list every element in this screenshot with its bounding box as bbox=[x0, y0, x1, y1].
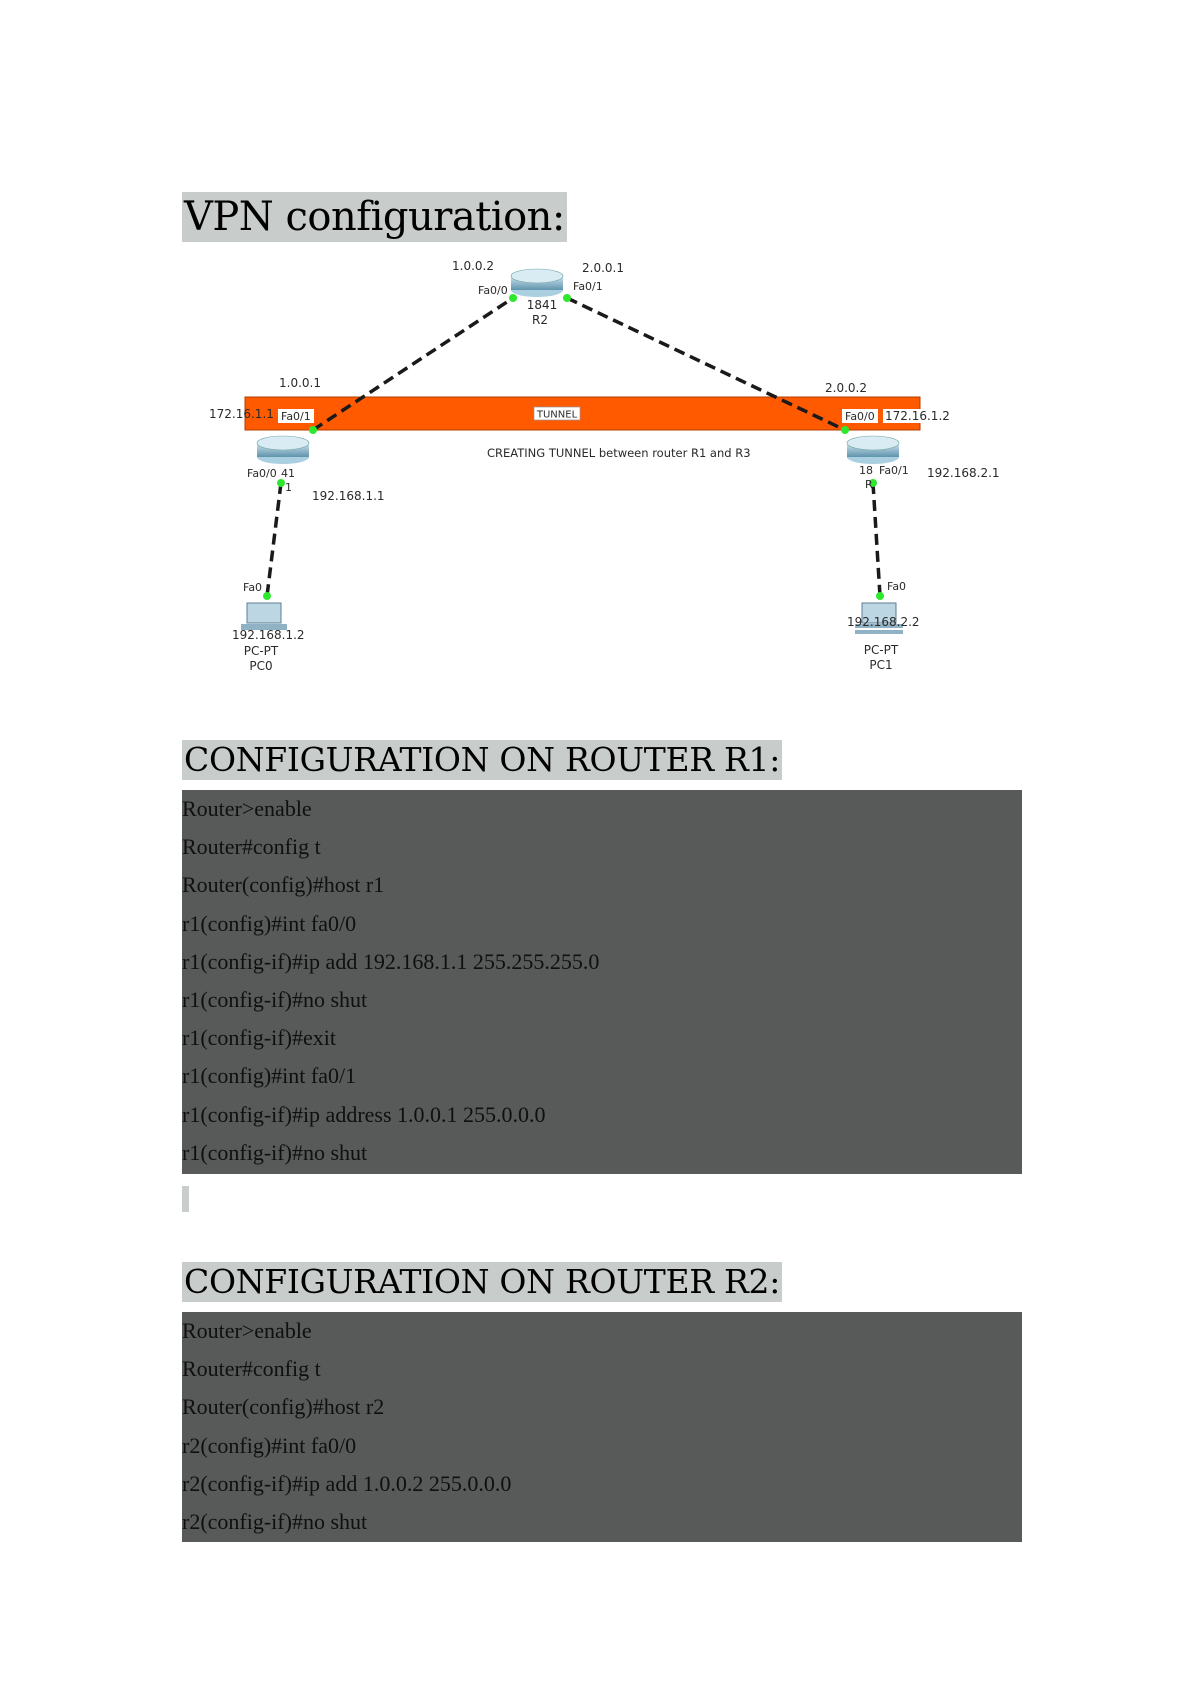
r1-port-lan: Fa0/0 bbox=[247, 467, 277, 480]
router-r2-heading: CONFIGURATION ON ROUTER R2: bbox=[184, 1262, 781, 1301]
r1-ip-wan: 1.0.0.1 bbox=[279, 376, 321, 390]
r3-model-fragment: 18 bbox=[859, 464, 873, 477]
pc0-icon bbox=[241, 603, 287, 630]
text-cursor-mark bbox=[182, 1186, 189, 1212]
code-line: Router>enable bbox=[182, 796, 312, 821]
r2-ip-left: 1.0.0.2 bbox=[452, 259, 494, 273]
r1-ip-tunnel: 172.16.1.1 bbox=[209, 407, 274, 421]
code-line: Router(config)#host r2 bbox=[182, 1394, 385, 1420]
r2-model: 1841 bbox=[526, 298, 558, 312]
r2-port-left: Fa0/0 bbox=[478, 284, 508, 297]
pc0-ip: 192.168.1.2 bbox=[232, 628, 305, 642]
r2-port-right: Fa0/1 bbox=[573, 280, 603, 293]
pc0-type: PC-PT bbox=[243, 644, 279, 658]
code-line: r1(config-if)#no shut bbox=[182, 1139, 368, 1165]
code-line: r1(config-if)#ip add 192.168.1.1 255.255.255.0 bbox=[182, 948, 600, 974]
link-r1-pc0 bbox=[267, 483, 281, 596]
tunnel-bar bbox=[245, 397, 920, 430]
pc1-ip: 192.168.2.2 bbox=[847, 615, 920, 629]
link-r3-pc1 bbox=[873, 483, 880, 596]
router-r2-icon bbox=[511, 269, 563, 297]
code-line: r2(config-if)#ip add 1.0.0.2 255.0.0.0 bbox=[182, 1470, 512, 1496]
pc0-port: Fa0 bbox=[243, 581, 263, 594]
r3-port-wan: Fa0/0 bbox=[845, 410, 875, 423]
r3-port-lan: Fa0/1 bbox=[879, 464, 909, 477]
pc1-name: PC1 bbox=[869, 658, 893, 672]
router-r2-config-block bbox=[182, 1312, 1022, 1542]
r3-ip-lan: 192.168.2.1 bbox=[927, 466, 1000, 480]
code-line: Router(config)#host r1 bbox=[182, 872, 385, 898]
router-r3-icon bbox=[847, 436, 899, 464]
code-line: r1(config-if)#exit bbox=[182, 1025, 336, 1051]
code-line: r1(config)#int fa0/1 bbox=[182, 1063, 357, 1089]
r1-port-wan: Fa0/1 bbox=[281, 410, 311, 423]
code-line: r1(config-if)#ip address 1.0.0.1 255.0.0.0 bbox=[182, 1101, 546, 1127]
r3-ip-tunnel: 172.16.1.2 bbox=[885, 409, 950, 423]
router-r1-icon bbox=[257, 436, 309, 464]
code-line: r2(config)#int fa0/0 bbox=[182, 1432, 357, 1458]
r1-ip-lan: 192.168.1.1 bbox=[312, 489, 385, 503]
pc1-port: Fa0 bbox=[887, 580, 907, 593]
code-line: Router#config t bbox=[182, 834, 321, 860]
r2-ip-right: 2.0.0.1 bbox=[582, 261, 624, 275]
page-title: VPN configuration: bbox=[184, 194, 565, 240]
router-r1-heading: CONFIGURATION ON ROUTER R1: bbox=[184, 740, 781, 779]
r1-name-fragment: 1 bbox=[285, 481, 292, 494]
pc0-name: PC0 bbox=[249, 659, 273, 673]
code-line: r1(config)#int fa0/0 bbox=[182, 910, 357, 936]
code-line: Router#config t bbox=[182, 1356, 321, 1382]
r3-ip-wan: 2.0.0.2 bbox=[825, 381, 867, 395]
tunnel-caption: CREATING TUNNEL between router R1 and R3 bbox=[487, 446, 751, 460]
pc1-type: PC-PT bbox=[863, 643, 899, 657]
router-r1-config-block bbox=[182, 790, 1022, 1174]
code-line: r2(config-if)#no shut bbox=[182, 1508, 368, 1534]
code-line: r1(config-if)#no shut bbox=[182, 986, 368, 1012]
tunnel-label: TUNNEL bbox=[536, 409, 578, 421]
r2-name: R2 bbox=[532, 313, 548, 327]
network-diagram bbox=[195, 250, 1025, 690]
code-line: Router>enable bbox=[182, 1318, 312, 1343]
r1-model-fragment: 41 bbox=[281, 467, 295, 480]
r3-name-fragment: R bbox=[865, 478, 873, 491]
